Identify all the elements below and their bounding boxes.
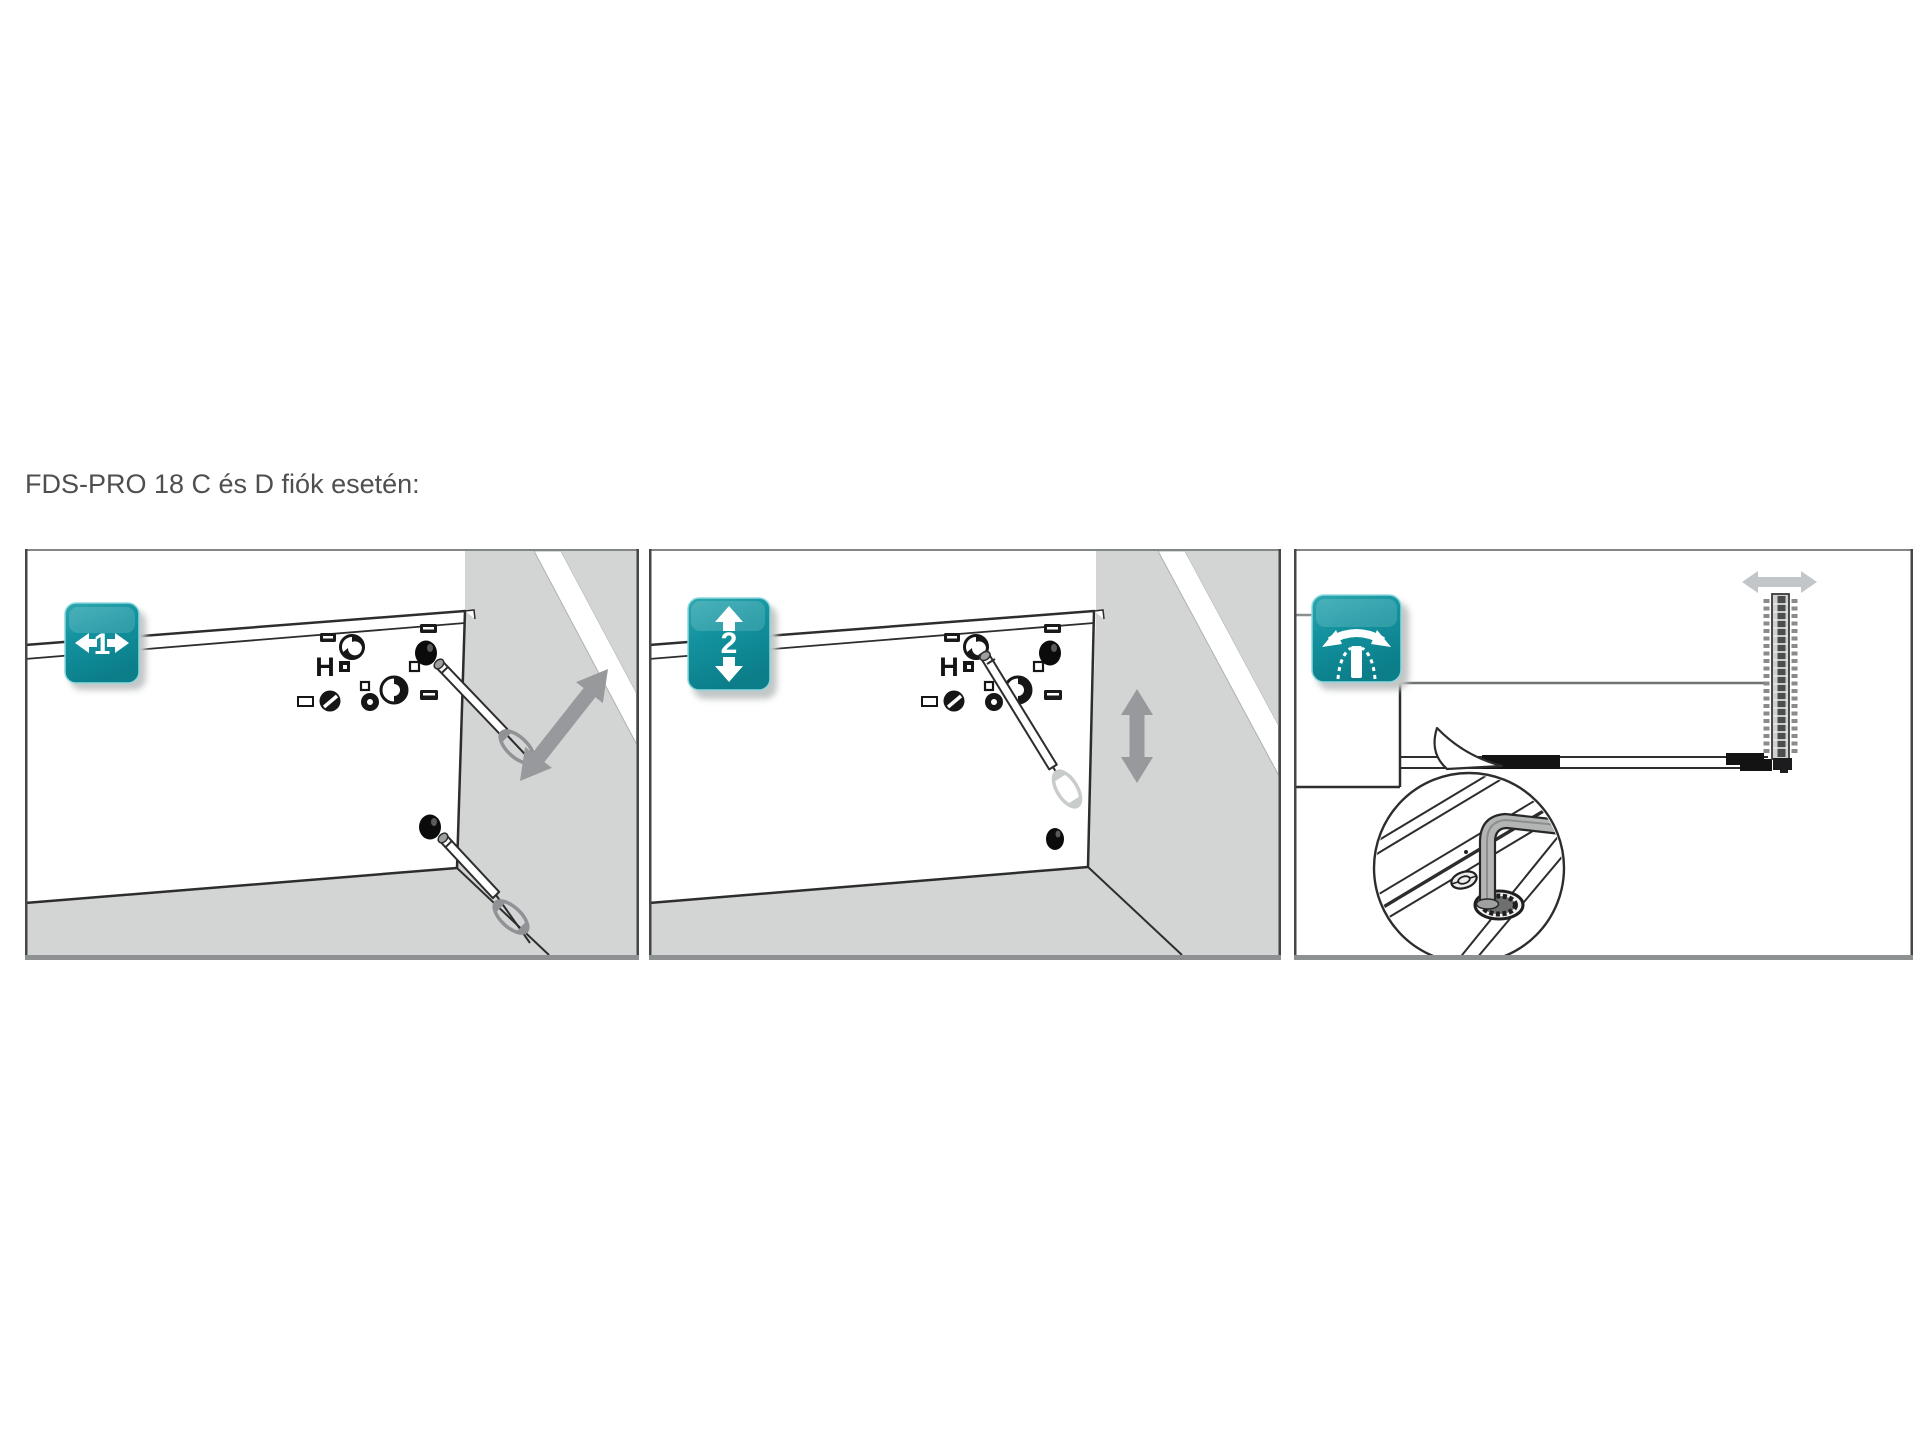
step-1-diagram	[25, 549, 639, 960]
tilt-adjust-diagram	[1294, 549, 1913, 960]
marking-letter: H	[315, 652, 335, 682]
badge-step-2-label: 2	[720, 627, 738, 660]
marking-letter: H	[939, 652, 959, 682]
lower-screw-hole	[1046, 828, 1064, 850]
panel-tilt-adjust	[1294, 549, 1913, 960]
upper-screw-hole	[1039, 641, 1061, 666]
horizontal-adjust-arrow-icon	[1742, 571, 1817, 593]
step-2-diagram	[649, 549, 1281, 960]
hole-highlight	[1056, 831, 1061, 838]
badge-step-1-label: 1	[93, 628, 111, 661]
badge-step-2	[688, 598, 777, 699]
magnifier-detail-circle	[1334, 708, 1628, 960]
hole-highlight	[1051, 644, 1057, 652]
cabinet-side-section-graphic	[1294, 683, 1767, 787]
badge-step-1	[65, 603, 146, 690]
panel-step-2	[649, 549, 1281, 960]
panel-step-1	[25, 549, 639, 960]
callout-pointer	[1435, 728, 1502, 769]
reference-dot	[1464, 850, 1468, 854]
badge-tilt-adjust	[1312, 595, 1409, 690]
page-title: FDS-PRO 18 C és D fiók esetén:	[25, 469, 420, 499]
expanding-dowel-icon	[1767, 594, 1795, 773]
